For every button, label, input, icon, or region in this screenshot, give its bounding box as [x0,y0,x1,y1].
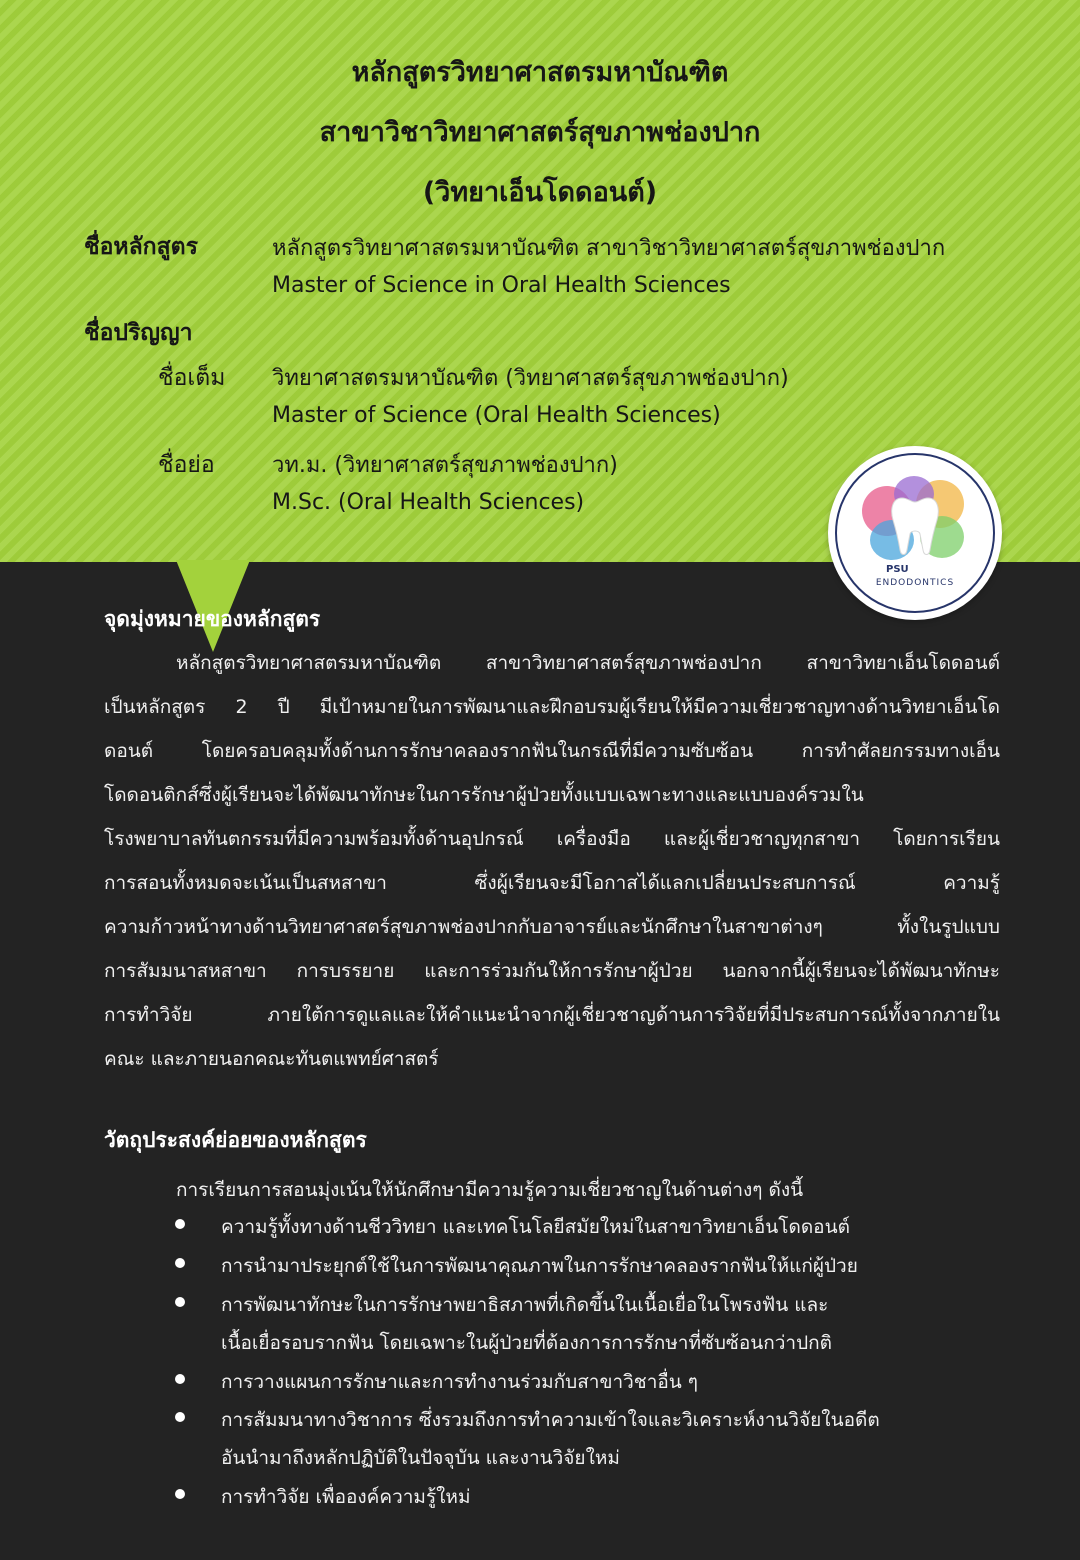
aims-line: โรงพยาบาลทันตกรรมที่มีความพร้อมทั้งด้านอุปกรณ์ เครื่องมือ และผู้เชี่ยวชาญทุกสาขา โดยการเรียน [104,828,1000,850]
objective-item: การนำมาประยุกต์ใช้ในการพัฒนาคุณภาพในการรักษาคลองรากฟันให้แก่ผู้ป่วย [221,1255,858,1277]
aims-line: การทำวิจัย ภายใต้การดูแลและให้คำแนะนำจากผู้เชี่ยวชาญด้านการวิจัยที่มีประสบการณ์ทั้งจากภายใน [104,1004,1000,1026]
aims-line: เป็นหลักสูตร 2 ปี มีเป้าหมายในการพัฒนาและฝึกอบรมผู้เรียนให้มีความเชี่ยวชาญทางด้านวิทยาเอ็นโด [104,696,1000,718]
bullet-dot [175,1489,185,1499]
aims-line: คณะ และภายนอกคณะทันตแพทย์ศาสตร์ [104,1048,439,1070]
logo-caption: ENDODONTICS [875,578,955,588]
endodontics-logo [828,446,1002,620]
psu-logo-text: PSU [886,564,909,575]
objective-item-continued: อันนำมาถึงหลักปฏิบัติในปัจจุบัน และงานวิจัยใหม่ [221,1447,620,1469]
aims-line: หลักสูตรวิทยาศาสตรมหาบัณฑิต สาขาวิทยาศาสตร์สุขภาพช่องปาก สาขาวิทยาเอ็นโดดอนต์ [176,652,1000,674]
title-line-3: (วิทยาเอ็นโดดอนต์) [422,177,658,208]
objective-item: การพัฒนาทักษะในการรักษาพยาธิสภาพที่เกิดขึ้นในเนื้อเยื่อในโพรงฟัน และ [221,1294,829,1316]
objectives-intro: การเรียนการสอนมุ่งเน้นให้นักศึกษามีความรู้ความเชี่ยวชาญในด้านต่างๆ ดังนี้ [176,1179,804,1201]
program-name-english: Master of Science in Oral Health Sciences [272,273,731,298]
bullet-dot [175,1412,185,1422]
objective-item: ความรู้ทั้งทางด้านชีววิทยา และเทคโนโลยีสมัยใหม่ในสาขาวิทยาเอ็นโดดอนต์ [221,1216,850,1238]
objectives-heading: วัตถุประสงค์ย่อยของหลักสูตร [104,1128,367,1152]
aims-line: ดอนต์ โดยครอบคลุมทั้งด้านการรักษาคลองรากฟันในกรณีที่มีความซับซ้อน การทำศัลยกรรมทางเอ็น [104,740,1000,762]
bullet-dot [175,1219,185,1229]
aims-line: การสัมมนาสหสาขา การบรรยาย และการร่วมกันให้การรักษาผู้ป่วย นอกจากนี้ผู้เรียนจะได้พัฒนาทักษะ [104,960,1000,982]
aims-line: การสอนทั้งหมดจะเน้นเป็นสหสาขา ซึ่งผู้เรียนจะมีโอกาสได้แลกเปลี่ยนประสบการณ์ ความรู้ [104,872,1000,894]
degree-full-english: Master of Science (Oral Health Sciences) [272,403,721,428]
degree-full-thai: วิทยาศาสตรมหาบัณฑิต (วิทยาศาสตร์สุขภาพช่องปาก) [272,366,789,391]
bullet-dot [175,1374,185,1384]
objective-item-continued: เนื้อเยื่อรอบรากฟัน โดยเฉพาะในผู้ป่วยที่ต้องการการรักษาที่ซับซ้อนกว่าปกติ [221,1332,832,1354]
title-line-1: หลักสูตรวิทยาศาสตรมหาบัณฑิต [351,57,729,88]
objective-item: การวางแผนการรักษาและการทำงานร่วมกับสาขาวิชาอื่น ๆ [221,1371,699,1393]
degree-abbr-thai: วท.ม. (วิทยาศาสตร์สุขภาพช่องปาก) [272,453,618,478]
tooth-icon [888,494,942,558]
program-name-thai: หลักสูตรวิทยาศาสตรมหาบัณฑิต สาขาวิชาวิทยาศาสตร์สุขภาพช่องปาก [272,236,946,261]
abbreviation-label: ชื่อย่อ [158,452,215,478]
full-name-label: ชื่อเต็ม [158,365,226,391]
objective-item: การทำวิจัย เพื่อองค์ความรู้ใหม่ [221,1486,471,1508]
title-line-2: สาขาวิชาวิทยาศาสตร์สุขภาพช่องปาก [319,117,761,148]
degree-abbr-english: M.Sc. (Oral Health Sciences) [272,490,585,515]
program-name-label: ชื่อหลักสูตร [84,234,198,260]
bullet-dot [175,1297,185,1307]
aims-line: ความก้าวหน้าทางด้านวิทยาศาสตร์สุขภาพช่องปากกับอาจารย์และนักศึกษาในสาขาต่างๆ ทั้งในรูปแบบ [104,916,1000,938]
degree-label: ชื่อปริญญา [84,320,193,346]
bullet-dot [175,1258,185,1268]
aims-line: โดดอนติกส์ซึ่งผู้เรียนจะได้พัฒนาทักษะในการรักษาผู้ป่วยทั้งแบบเฉพาะทางและแบบองค์รวมใน [104,784,864,806]
objective-item: การสัมมนาทางวิชาการ ซึ่งรวมถึงการทำความเข้าใจและวิเคราะห์งานวิจัยในอดีต [221,1409,880,1431]
aims-heading: จุดมุ่งหมายของหลักสูตร [104,607,321,631]
